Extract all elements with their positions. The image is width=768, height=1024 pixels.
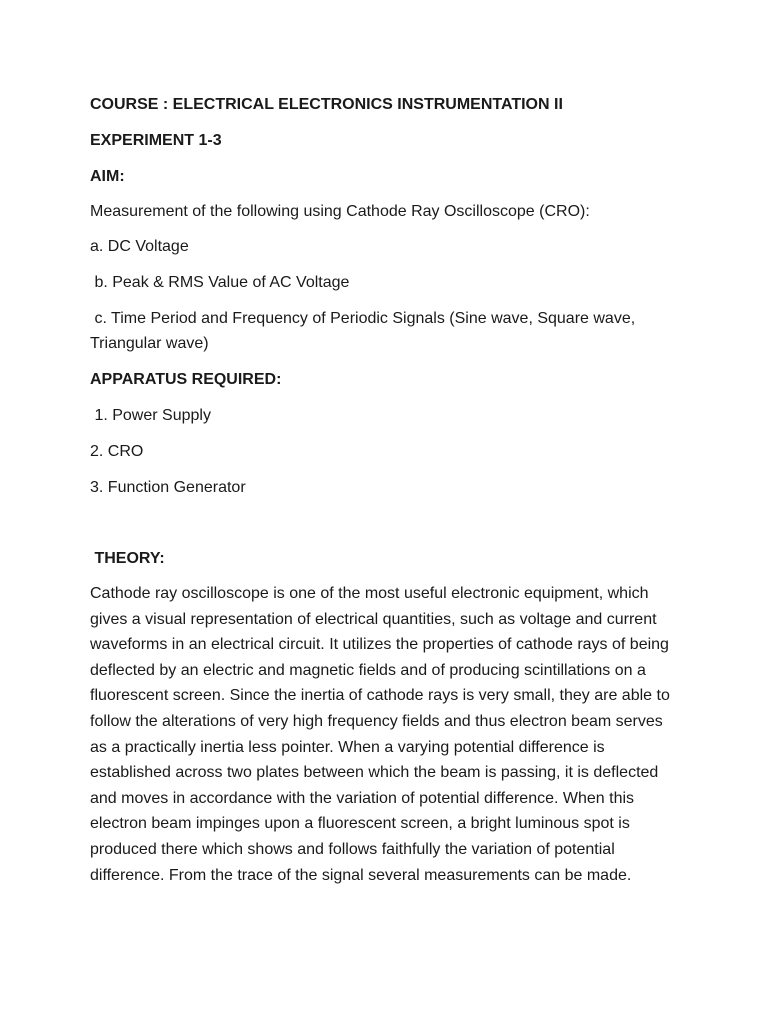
theory-line: waveforms in an electrical circuit. It utilizes the properties of cathode rays of being [90, 636, 669, 654]
theory-line: established across two plates between which the beam is passing, it is deflected [90, 764, 659, 782]
course-title: COURSE : ELECTRICAL ELECTRONICS INSTRUMENTATION II [90, 96, 563, 113]
experiment-title: EXPERIMENT 1-3 [90, 132, 222, 149]
theory-line: deflected by an electric and magnetic fields and of producing scintillations on a [90, 661, 646, 679]
theory-line: difference. From the trace of the signal several measurements can be made. [90, 866, 632, 884]
theory-line: electron beam impinges upon a fluorescent screen, a bright luminous spot is [90, 815, 630, 833]
theory-heading: THEORY: [90, 550, 165, 567]
aim-item-a: a. DC Voltage [90, 238, 189, 255]
theory-line: Cathode ray oscilloscope is one of the most useful electronic equipment, which [90, 585, 649, 602]
theory-paragraph [90, 581, 670, 888]
apparatus-heading: APPARATUS REQUIRED: [90, 371, 282, 388]
theory-line: produced there which shows and follows faithfully the variation of potential [90, 840, 615, 858]
apparatus-item-2: 2. CRO [90, 443, 144, 460]
aim-item-c: c. Time Period and Frequency of Periodic Signals (Sine wave, Square wave, [90, 310, 636, 327]
aim-intro: Measurement of the following using Cathode Ray Oscilloscope (CRO): [90, 203, 590, 220]
theory-line: follow the alterations of very high frequency fields and thus electron beam serves [90, 712, 663, 730]
aim-item-c-continued: Triangular wave) [90, 335, 209, 352]
aim-item-b: b. Peak & RMS Value of AC Voltage [90, 274, 350, 291]
theory-line: as a practically inertia less pointer. When a varying potential difference is [90, 738, 605, 756]
aim-heading: AIM: [90, 168, 125, 185]
apparatus-item-3: 3. Function Generator [90, 479, 246, 496]
theory-line: and moves in accordance with the variation of potential difference. When this [90, 789, 635, 807]
apparatus-item-1: 1. Power Supply [90, 407, 211, 424]
theory-line: gives a visual representation of electrical quantities, such as voltage and current [90, 610, 657, 628]
theory-line: fluorescent screen. Since the inertia of cathode rays is very small, they are able to [90, 687, 670, 705]
